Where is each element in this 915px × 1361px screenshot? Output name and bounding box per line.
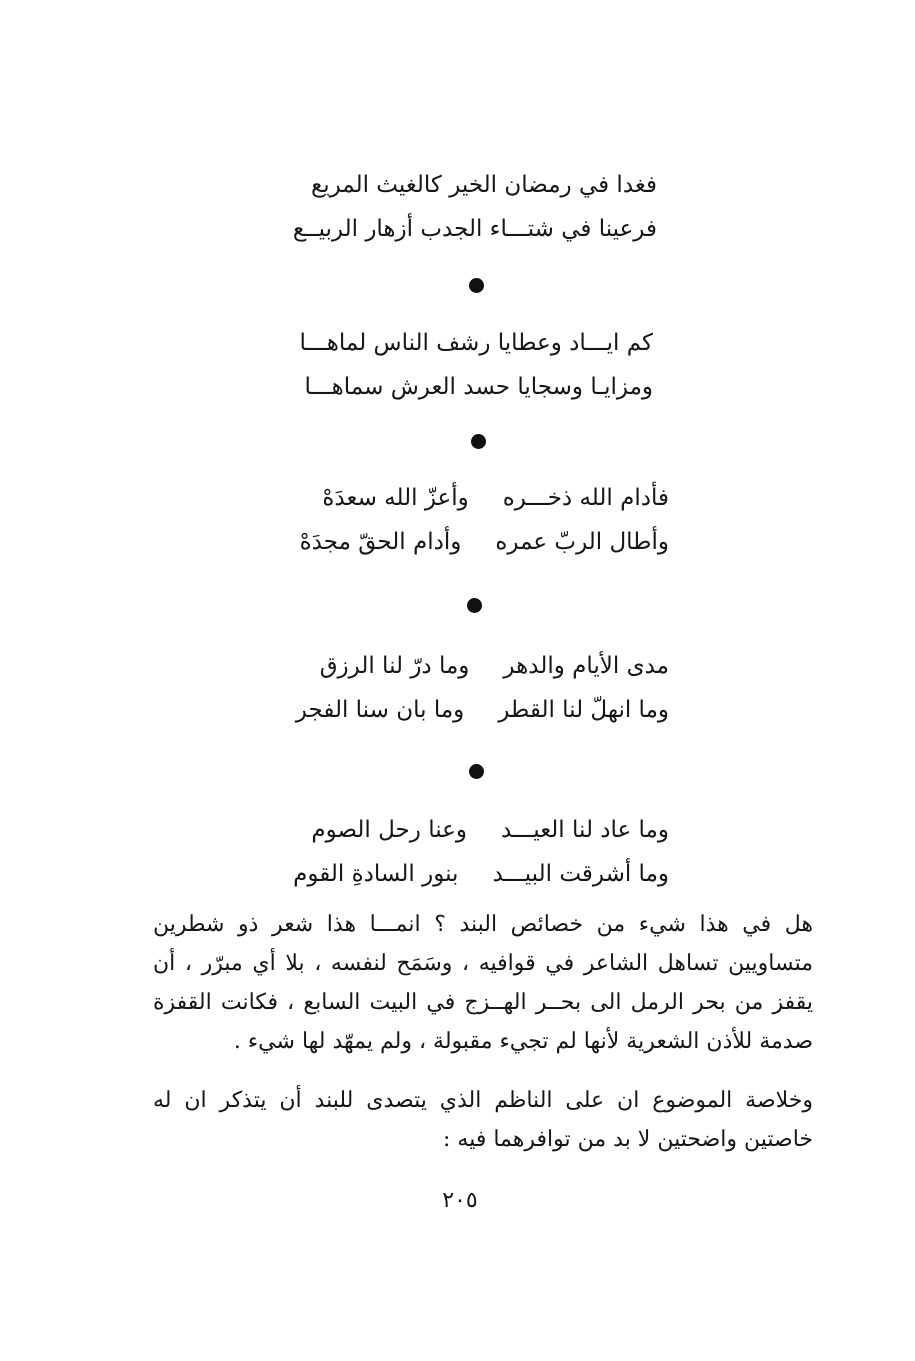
hemistich-left: وأعزّ الله سعدَهْ bbox=[322, 485, 469, 511]
verse-line: كم ايـــاد وعطايا رشف الناس لماهـــا bbox=[299, 330, 653, 356]
hemistich-right: وما انهلّ لنا القطر bbox=[498, 697, 669, 723]
verse-line bbox=[296, 688, 669, 732]
hemistich-right: وما أشرقت البيـــد bbox=[492, 861, 669, 887]
page-number: ٢٠٥ bbox=[442, 1188, 478, 1213]
verse-line bbox=[293, 808, 669, 852]
section-bullet bbox=[467, 598, 482, 613]
verse-line bbox=[300, 476, 669, 520]
section-bullet bbox=[469, 278, 484, 293]
verse-line: ومزايـا وسجايا حسد العرش سماهـــا bbox=[304, 374, 653, 400]
hemistich-left: وما بان سنا الفجر bbox=[295, 697, 465, 723]
verse-line: فغدا في رمضان الخير كالغيث المريع bbox=[310, 172, 657, 198]
stanza-1 bbox=[293, 163, 657, 251]
stanza-5 bbox=[293, 808, 669, 896]
verse-line bbox=[300, 520, 669, 564]
hemistich-left: وما درّ لنا الرزق bbox=[319, 653, 470, 679]
section-bullet bbox=[471, 434, 486, 449]
hemistich-right: وأطال الربّ عمره bbox=[495, 529, 669, 555]
stanza-2 bbox=[300, 321, 653, 409]
verse-line bbox=[296, 644, 669, 688]
commentary-paragraph-2: وخلاصة الموضوع ان على الناظم الذي يتصدى للبند أن يتذكر ان له خاصتين واضحتين لا بد من توافرهما فيه : bbox=[153, 1088, 813, 1152]
hemistich-left: بنور السادةِ القوم bbox=[293, 861, 459, 887]
hemistich-left: وعنا رحل الصوم bbox=[311, 817, 467, 843]
verse-line bbox=[293, 852, 669, 896]
verse-line: فرعينا في شتـــاء الجدب أزهار الربيــع bbox=[292, 216, 657, 242]
stanza-4 bbox=[296, 644, 669, 732]
stanza-3 bbox=[300, 476, 669, 564]
hemistich-right: فأدام الله ذخـــره bbox=[502, 485, 669, 511]
hemistich-left: وأدام الحقّ مجدَهْ bbox=[299, 529, 462, 555]
hemistich-right: وما عاد لنا العيـــد bbox=[500, 817, 669, 843]
commentary-paragraph-1: هل في هذا شيء من خصائص البند ؟ انمـــا هذا شعر ذو شطرين متساويين تساهل الشاعر في قوافيه ، وسَمَح لنفسه ، بلا أي مبرّر ، أن يقفز من بحر الرمل الى بحــر الهــزج في البيت السابع ، فكانت القفزة صدمة للأذن الشعرية لأنها لم تجيء مقبولة ، ولم يمهّد لها شيء . bbox=[153, 912, 813, 1054]
section-bullet bbox=[469, 764, 484, 779]
hemistich-right: مدى الأيام والدهر bbox=[503, 653, 669, 679]
